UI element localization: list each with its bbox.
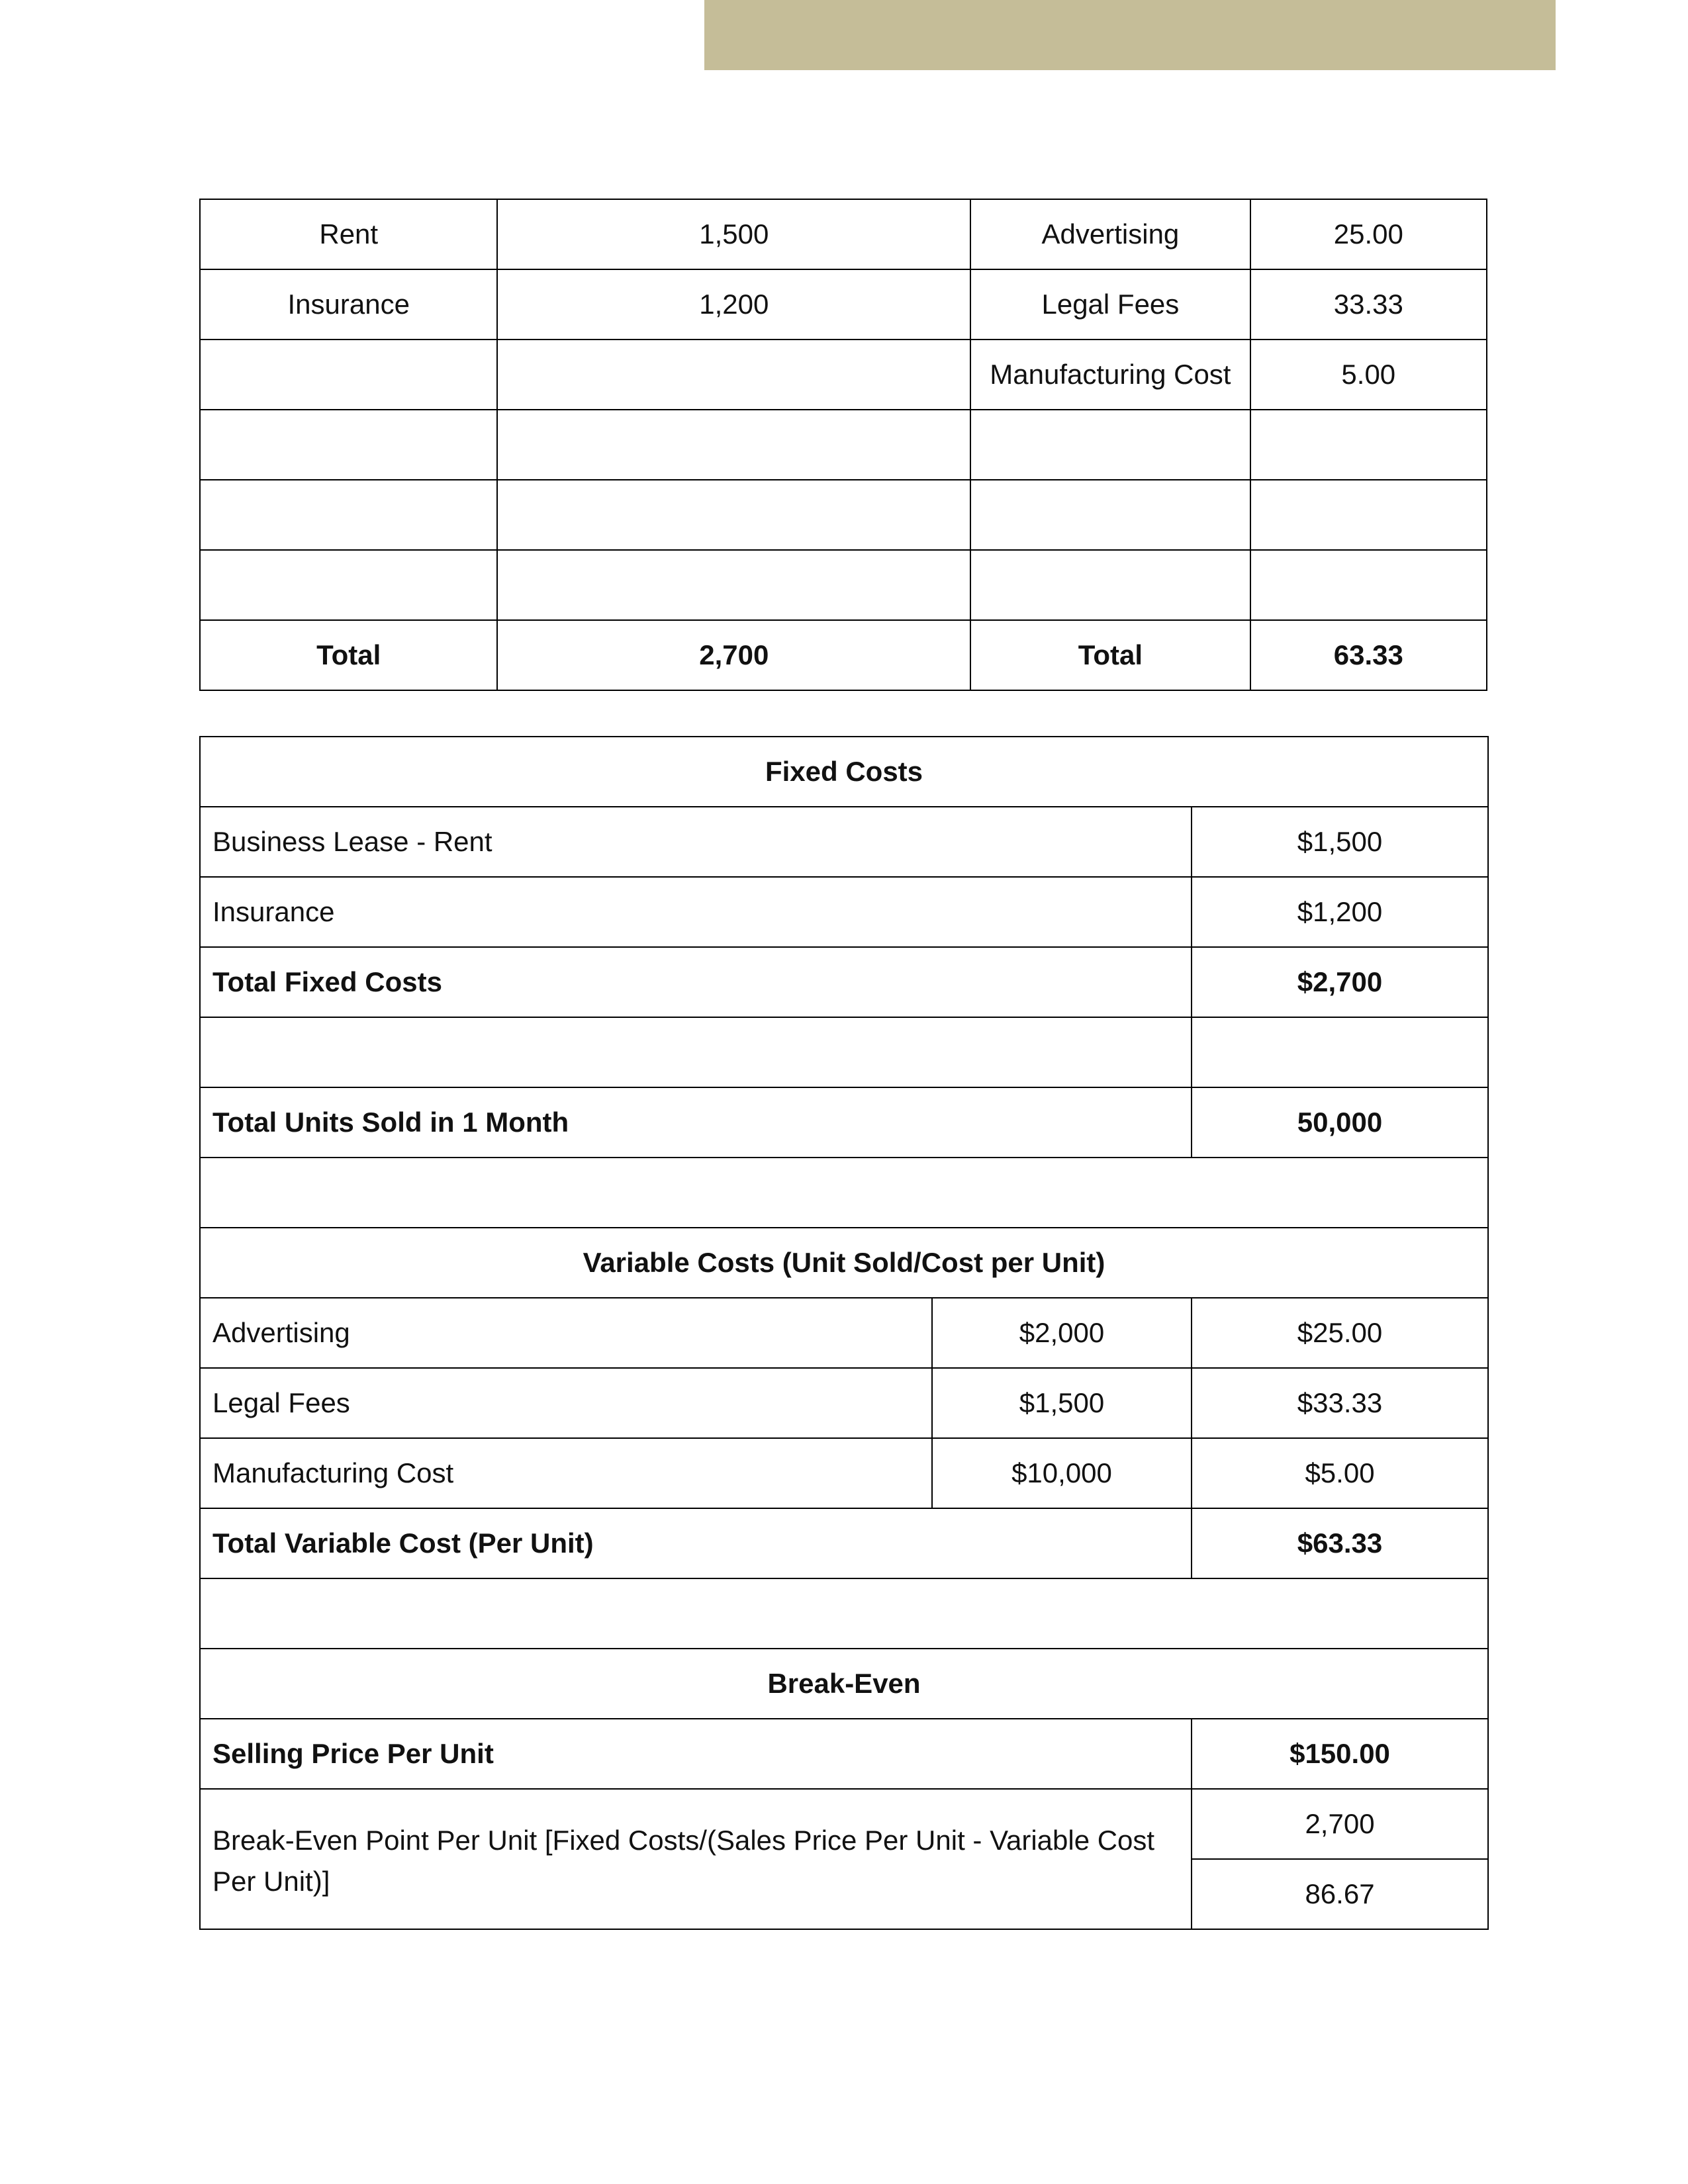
table-row [200,877,1488,947]
fixed-cost-label [200,340,497,410]
units-sold-label: Total Units Sold in 1 Month [200,1087,1192,1158]
table-row [200,1087,1488,1158]
variable-cost-value [1250,410,1487,480]
total-row [200,620,1487,690]
empty-cell [200,1578,1488,1649]
selling-price-value: $150.00 [1192,1719,1488,1789]
table-row [200,1368,1488,1438]
table-row [200,807,1488,877]
header-accent-band [704,0,1556,70]
variable-item-cost: $1,500 [932,1368,1192,1438]
variable-costs-header: Variable Costs (Unit Sold/Cost per Unit) [200,1228,1488,1298]
table-row [200,1438,1488,1508]
fixed-total-label: Total [200,620,497,690]
empty-cell [200,1158,1488,1228]
fixed-cost-label: Rent [200,199,497,269]
variable-item-per-unit: $25.00 [1192,1298,1488,1368]
fixed-cost-value [497,480,970,550]
total-fixed-label: Total Fixed Costs [200,947,1192,1017]
table-row [200,1719,1488,1789]
fixed-item-label: Insurance [200,877,1192,947]
fixed-costs-header: Fixed Costs [200,737,1488,807]
variable-cost-value: 5.00 [1250,340,1487,410]
fixed-item-value: $1,200 [1192,877,1488,947]
cost-summary-table [199,199,1487,691]
variable-item-label: Legal Fees [200,1368,932,1438]
fixed-cost-label [200,480,497,550]
table-row [200,410,1487,480]
fixed-cost-value [497,550,970,620]
empty-cell [200,1017,1192,1087]
fixed-cost-value: 1,200 [497,269,970,340]
fixed-cost-label [200,550,497,620]
units-sold-value: 50,000 [1192,1087,1488,1158]
variable-item-cost: $10,000 [932,1438,1192,1508]
fixed-cost-value [497,340,970,410]
empty-row [200,1578,1488,1649]
total-variable-label: Total Variable Cost (Per Unit) [200,1508,1192,1578]
variable-cost-label: Advertising [970,199,1250,269]
fixed-item-value: $1,500 [1192,807,1488,877]
empty-row [200,1158,1488,1228]
fixed-cost-label: Insurance [200,269,497,340]
section-header-row [200,1649,1488,1719]
table-row [200,269,1487,340]
fixed-item-label: Business Lease - Rent [200,807,1192,877]
variable-item-per-unit: $33.33 [1192,1368,1488,1438]
table-row [200,550,1487,620]
fixed-total-value: 2,700 [497,620,970,690]
variable-cost-value [1250,550,1487,620]
variable-cost-value: 25.00 [1250,199,1487,269]
variable-item-label: Advertising [200,1298,932,1368]
variable-cost-label: Manufacturing Cost [970,340,1250,410]
fixed-cost-value: 1,500 [497,199,970,269]
variable-total-label: Total [970,620,1250,690]
section-header-row [200,737,1488,807]
break-even-point-value-bottom: 86.67 [1192,1859,1488,1929]
variable-total-value: 63.33 [1250,620,1487,690]
break-even-header: Break-Even [200,1649,1488,1719]
break-even-point-value-top: 2,700 [1192,1789,1488,1859]
table-row [200,1298,1488,1368]
total-fixed-value: $2,700 [1192,947,1488,1017]
variable-cost-value [1250,480,1487,550]
variable-cost-label [970,480,1250,550]
table-row [200,1789,1488,1859]
fixed-cost-label [200,410,497,480]
total-row [200,1508,1488,1578]
variable-cost-value: 33.33 [1250,269,1487,340]
section-header-row [200,1228,1488,1298]
variable-item-cost: $2,000 [932,1298,1192,1368]
variable-cost-label [970,410,1250,480]
variable-item-per-unit: $5.00 [1192,1438,1488,1508]
break-even-table [199,736,1489,1930]
variable-cost-label: Legal Fees [970,269,1250,340]
selling-price-label: Selling Price Per Unit [200,1719,1192,1789]
table-row [200,340,1487,410]
variable-cost-label [970,550,1250,620]
empty-cell [1192,1017,1488,1087]
total-row [200,947,1488,1017]
empty-row [200,1017,1488,1087]
total-variable-value: $63.33 [1192,1508,1488,1578]
table-row [200,480,1487,550]
fixed-cost-value [497,410,970,480]
variable-item-label: Manufacturing Cost [200,1438,932,1508]
break-even-point-label: Break-Even Point Per Unit [Fixed Costs/(Sales Price Per Unit - Variable Cost Per Unit)] [200,1789,1192,1929]
table-row [200,199,1487,269]
